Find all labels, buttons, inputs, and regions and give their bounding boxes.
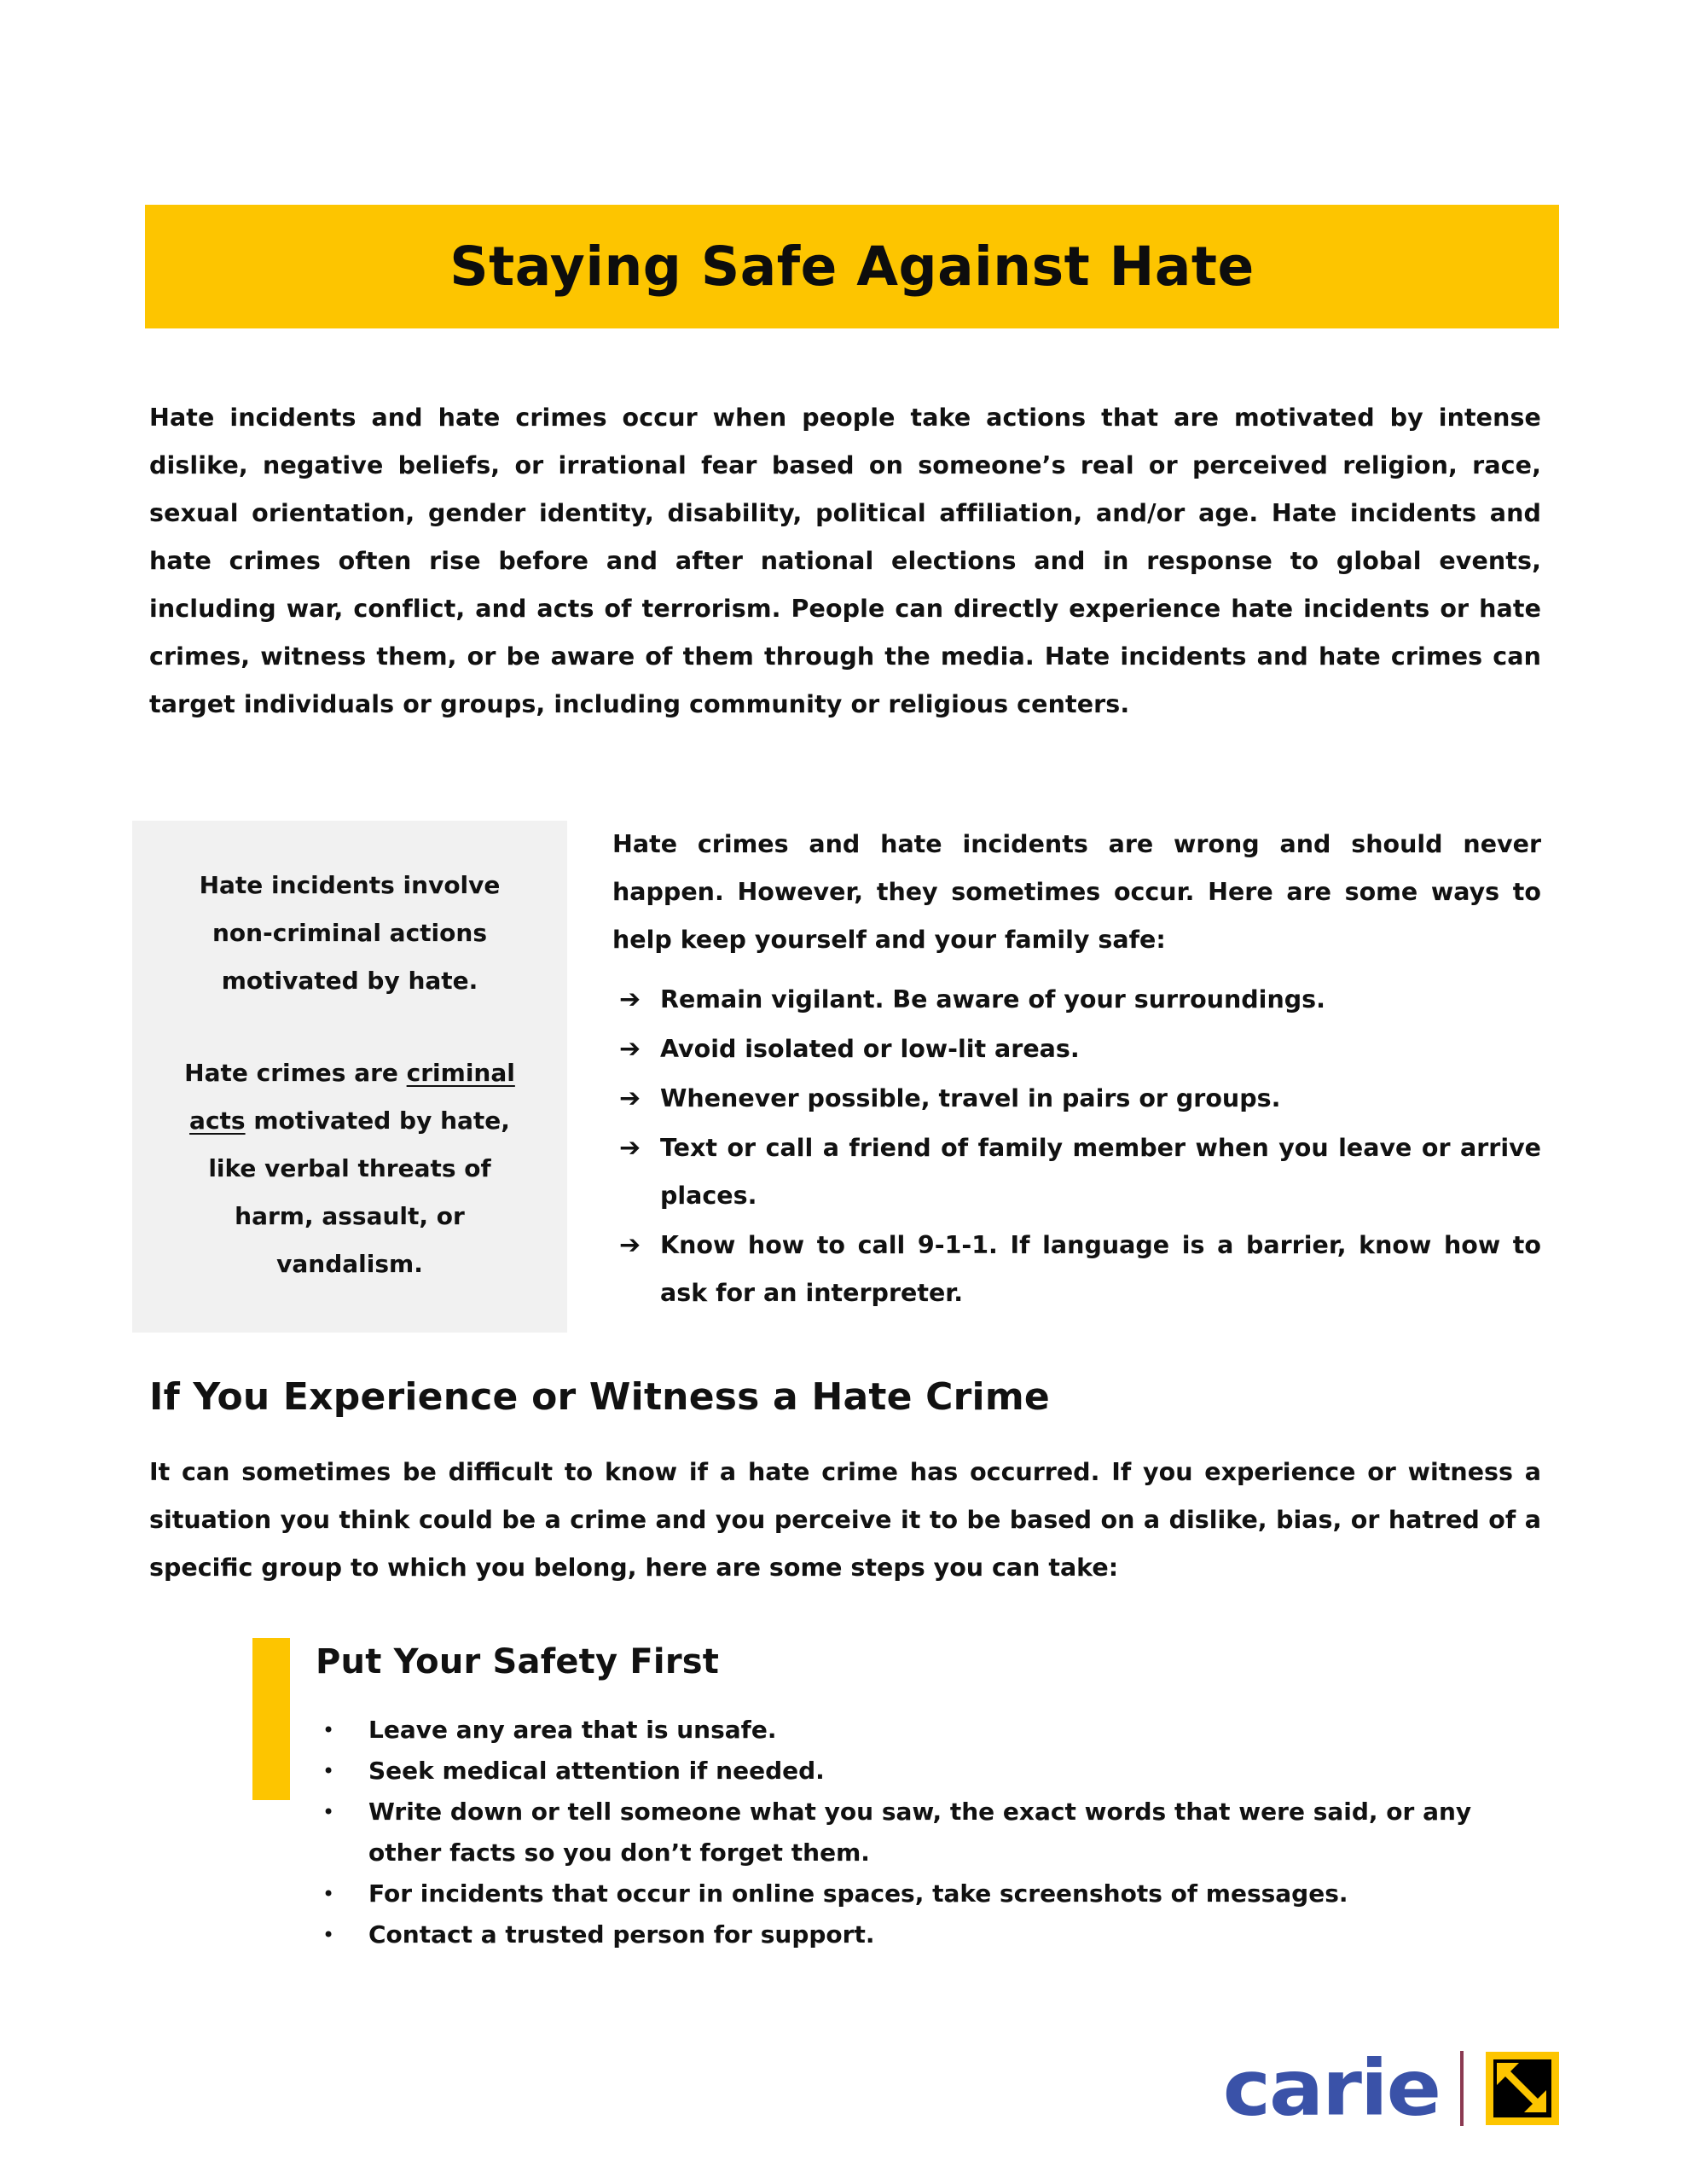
- bullet-dot-icon: •: [322, 1759, 335, 1783]
- intro-paragraph: Hate incidents and hate crimes occur when people take actions that are motivated by intense dislike, negative beliefs, or irrational fear based on someone’s real or perceived religion, race, sexual orientation, gender identity, disability, political affiliation, and/or age. Hate incidents and hate crimes often rise before and after national elections and in response to global events, including war, conflict, and acts of terrorism. People can directly experience hate incidents or hate crimes, witness them, or be aware of them through the media. Hate incidents and hate crimes can target individuals or groups, including community or religious centers.: [149, 404, 1541, 718]
- safety-first-item-text: Contact a trusted person for support.: [368, 1920, 875, 1949]
- section-heading-witness: If You Experience or Witness a Hate Crime: [149, 1375, 1050, 1419]
- safety-first-heading: Put Your Safety First: [316, 1642, 720, 1682]
- definition-underlined-term: criminal acts: [189, 1059, 515, 1135]
- arrow-right-icon: ➔: [619, 985, 641, 1014]
- definition-hate-incidents: Hate incidents involve non-criminal actions motivated by hate.: [199, 871, 501, 995]
- safety-first-content: [316, 1638, 1540, 1955]
- list-item: [612, 1222, 1541, 1317]
- safety-tips-column: [612, 821, 1541, 1319]
- list-item: [316, 1914, 1540, 1955]
- safety-first-item-text: For incidents that occur in online spaces, take screenshots of messages.: [368, 1879, 1348, 1908]
- definition-hate-crimes: [171, 1049, 528, 1288]
- bullet-dot-icon: •: [322, 1923, 335, 1947]
- list-item: [316, 1751, 1540, 1792]
- list-item: [612, 1124, 1541, 1220]
- yellow-accent-bar: [252, 1638, 290, 1800]
- definition-prefix: Hate crimes are: [184, 1059, 407, 1087]
- title-banner: [145, 205, 1559, 328]
- safety-tip-text: Avoid isolated or low-lit areas.: [660, 1035, 1080, 1063]
- definition-callout-box: [132, 821, 567, 1333]
- section-paragraph-witness: It can sometimes be difficult to know if a hate crime has occurred. If you experience or witness a situation you think could be a crime and you perceive it to be based on a dislike, bias, or hatred of a specific group to which you belong, here are some steps you can take:: [149, 1458, 1541, 1582]
- list-item: [316, 1873, 1540, 1914]
- safety-tip-text: Know how to call 9-1-1. If language is a barrier, know how to ask for an interpreter.: [660, 1231, 1541, 1307]
- arrow-right-icon: ➔: [619, 1230, 641, 1260]
- safety-first-block: [252, 1638, 1540, 1955]
- safety-first-item-text: Write down or tell someone what you saw, the exact words that were said, or any other facts so you don’t forget them.: [368, 1798, 1472, 1867]
- safety-first-item-text: Leave any area that is unsafe.: [368, 1716, 777, 1744]
- safety-tip-text: Text or call a friend of family member when you leave or arrive places.: [660, 1134, 1541, 1210]
- list-item: [316, 1792, 1540, 1873]
- list-item: [612, 1075, 1541, 1123]
- safety-first-list: [316, 1710, 1540, 1955]
- list-item: [612, 1025, 1541, 1073]
- arrow-right-icon: ➔: [619, 1034, 641, 1064]
- definition-suffix: motivated by hate, like verbal threats of harm, assault, or vandalism.: [208, 1107, 510, 1278]
- safety-first-item-text: Seek medical attention if needed.: [368, 1757, 825, 1785]
- list-item: [612, 976, 1541, 1024]
- safety-tips-lead-in: Hate crimes and hate incidents are wrong and should never happen. However, they sometimes occur. Here are some ways to help keep yourself and your family safe:: [612, 830, 1541, 954]
- page-title: Staying Safe Against Hate: [449, 235, 1255, 298]
- carie-wordmark: carie: [1222, 2043, 1440, 2133]
- bullet-dot-icon: •: [322, 1718, 335, 1742]
- footer-logo: [1184, 2037, 1559, 2140]
- bullet-dot-icon: •: [322, 1882, 335, 1906]
- safety-tips-list: [612, 976, 1541, 1317]
- logo-divider: [1460, 2051, 1464, 2126]
- arrow-up-left-icon: [1486, 2052, 1559, 2125]
- arrow-right-icon: ➔: [619, 1083, 641, 1113]
- safety-tip-text: Whenever possible, travel in pairs or groups.: [660, 1084, 1281, 1112]
- safety-tip-text: Remain vigilant. Be aware of your surroundings.: [660, 985, 1325, 1014]
- list-item: [316, 1710, 1540, 1751]
- bullet-dot-icon: •: [322, 1800, 335, 1824]
- arrow-right-icon: ➔: [619, 1133, 641, 1163]
